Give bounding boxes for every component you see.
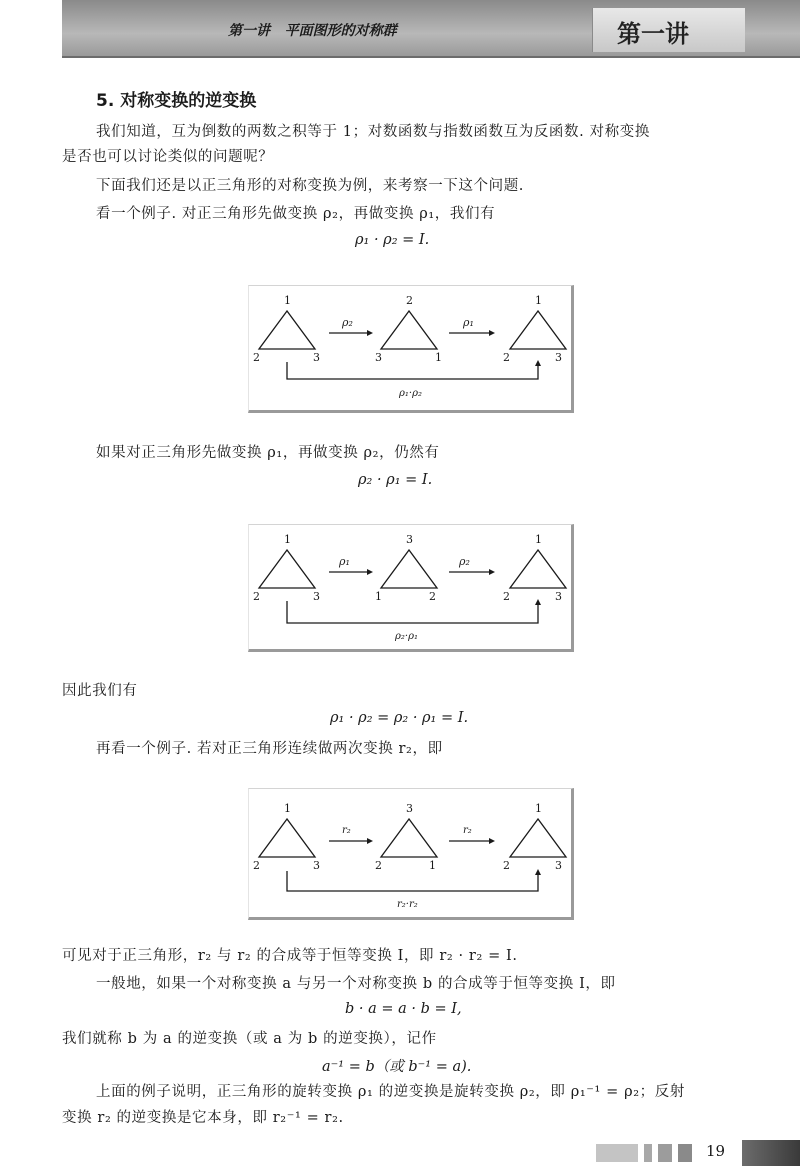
paragraph-3: 看一个例子. 对正三角形先做变换 ρ₂，再做变换 ρ₁，我们有 bbox=[96, 206, 496, 222]
paragraph-9: 我们就称 b 为 a 的逆变换（或 a 为 b 的逆变换），记作 bbox=[62, 1031, 437, 1047]
t3-left-label: 2 bbox=[503, 590, 510, 603]
paragraph-6: 再看一个例子. 若对正三角形连续做两次变换 r₂，即 bbox=[96, 741, 443, 757]
composite-arrow-head bbox=[535, 360, 541, 366]
paragraph-10-line-1: 上面的例子说明，正三角形的旋转变换 ρ₁ 的逆变换是旋转变换 ρ₂，即 ρ₁⁻¹ = ρ₂；反射 bbox=[96, 1084, 685, 1100]
arrow-1-label: r₂ bbox=[342, 825, 351, 836]
arrow-2-head bbox=[489, 569, 495, 575]
equation-1: ρ₁ · ρ₂ = I. bbox=[355, 232, 430, 248]
footer-bar bbox=[658, 1144, 672, 1162]
t2-top-label: 3 bbox=[406, 802, 413, 815]
t1-top-label: 1 bbox=[284, 533, 291, 546]
triangle-2 bbox=[381, 550, 437, 588]
triangle-1 bbox=[259, 550, 315, 588]
arrow-2-head bbox=[489, 330, 495, 336]
triangle-2 bbox=[381, 819, 437, 857]
chapter-badge-label: 第一讲 bbox=[617, 19, 689, 48]
t2-top-label: 2 bbox=[406, 294, 413, 307]
t2-left-label: 2 bbox=[375, 859, 382, 872]
t2-left-label: 3 bbox=[375, 351, 382, 364]
t1-left-label: 2 bbox=[253, 351, 260, 364]
composite-arrow-head bbox=[535, 869, 541, 875]
equation-3: ρ₁ · ρ₂ = ρ₂ · ρ₁ = I. bbox=[330, 710, 469, 726]
t1-right-label: 3 bbox=[313, 590, 320, 603]
equation-4: b · a = a · b = I, bbox=[345, 1001, 462, 1017]
t2-right-label: 1 bbox=[429, 859, 436, 872]
composite-arrow bbox=[287, 601, 538, 623]
t1-left-label: 2 bbox=[253, 590, 260, 603]
section-title: 5. 对称变换的逆变换 bbox=[96, 91, 257, 111]
diagram-1-svg bbox=[249, 286, 571, 410]
page-number: 19 bbox=[706, 1142, 726, 1160]
paragraph-5: 因此我们有 bbox=[62, 683, 138, 699]
t3-top-label: 1 bbox=[535, 802, 542, 815]
triangle-3 bbox=[510, 311, 566, 349]
paragraph-1-line-1: 我们知道，互为倒数的两数之积等于 1；对数函数与指数函数互为反函数. 对称变换 bbox=[96, 124, 650, 140]
footer-bar bbox=[596, 1144, 638, 1162]
footer-bar bbox=[678, 1144, 692, 1162]
composite-arrow bbox=[287, 362, 538, 379]
diagram-3-svg bbox=[249, 789, 571, 917]
paragraph-7: 可见对于正三角形，r₂ 与 r₂ 的合成等于恒等变换 I，即 r₂ · r₂ = I. bbox=[62, 948, 518, 964]
triangle-2 bbox=[381, 311, 437, 349]
triangle-1 bbox=[259, 311, 315, 349]
arrow-1-head bbox=[367, 838, 373, 844]
t3-left-label: 2 bbox=[503, 859, 510, 872]
t1-top-label: 1 bbox=[284, 294, 291, 307]
t3-top-label: 1 bbox=[535, 294, 542, 307]
equation-5: a⁻¹ = b（或 b⁻¹ = a). bbox=[322, 1059, 472, 1075]
chapter-badge bbox=[592, 8, 745, 52]
t2-right-label: 2 bbox=[429, 590, 436, 603]
t3-right-label: 3 bbox=[555, 590, 562, 603]
paragraph-1-line-2: 是否也可以讨论类似的问题呢？ bbox=[62, 149, 274, 165]
diagram-r2-then-r2 bbox=[248, 788, 574, 920]
t1-top-label: 1 bbox=[284, 802, 291, 815]
arrow-1-head bbox=[367, 330, 373, 336]
footer-bar bbox=[644, 1144, 652, 1162]
diagram-rho2-then-rho1 bbox=[248, 285, 574, 413]
composite-label: r₂·r₂ bbox=[397, 899, 418, 910]
running-header-title: 第一讲 平面图形的对称群 bbox=[228, 23, 397, 39]
triangle-3 bbox=[510, 550, 566, 588]
diagram-2-svg bbox=[249, 525, 571, 649]
arrow-1-label: ρ₂ bbox=[342, 316, 353, 329]
t3-left-label: 2 bbox=[503, 351, 510, 364]
arrow-2-label: ρ₂ bbox=[459, 555, 470, 568]
t1-left-label: 2 bbox=[253, 859, 260, 872]
t3-right-label: 3 bbox=[555, 859, 562, 872]
t1-right-label: 3 bbox=[313, 351, 320, 364]
triangle-1 bbox=[259, 819, 315, 857]
arrow-2-label: ρ₁ bbox=[463, 316, 474, 329]
arrow-1-label: ρ₁ bbox=[339, 555, 350, 568]
t3-top-label: 1 bbox=[535, 533, 542, 546]
paragraph-4: 如果对正三角形先做变换 ρ₁，再做变换 ρ₂，仍然有 bbox=[96, 445, 440, 461]
composite-arrow bbox=[287, 871, 538, 891]
t2-right-label: 1 bbox=[435, 351, 442, 364]
t2-top-label: 3 bbox=[406, 533, 413, 546]
composite-label: ρ₁·ρ₂ bbox=[399, 388, 422, 399]
footer-dark-bar bbox=[742, 1140, 800, 1166]
arrow-2-head bbox=[489, 838, 495, 844]
diagram-rho1-then-rho2 bbox=[248, 524, 574, 652]
paragraph-10-line-2: 变换 r₂ 的逆变换是它本身，即 r₂⁻¹ = r₂. bbox=[62, 1110, 344, 1126]
arrow-2-label: r₂ bbox=[463, 825, 472, 836]
composite-arrow-head bbox=[535, 599, 541, 605]
t3-right-label: 3 bbox=[555, 351, 562, 364]
t2-left-label: 1 bbox=[375, 590, 382, 603]
paragraph-2: 下面我们还是以正三角形的对称变换为例，来考察一下这个问题. bbox=[96, 178, 525, 194]
arrow-1-head bbox=[367, 569, 373, 575]
composite-label: ρ₂·ρ₁ bbox=[395, 631, 418, 642]
t1-right-label: 3 bbox=[313, 859, 320, 872]
paragraph-8: 一般地，如果一个对称变换 a 与另一个对称变换 b 的合成等于恒等变换 I，即 bbox=[96, 976, 616, 992]
equation-2: ρ₂ · ρ₁ = I. bbox=[358, 472, 433, 488]
triangle-3 bbox=[510, 819, 566, 857]
